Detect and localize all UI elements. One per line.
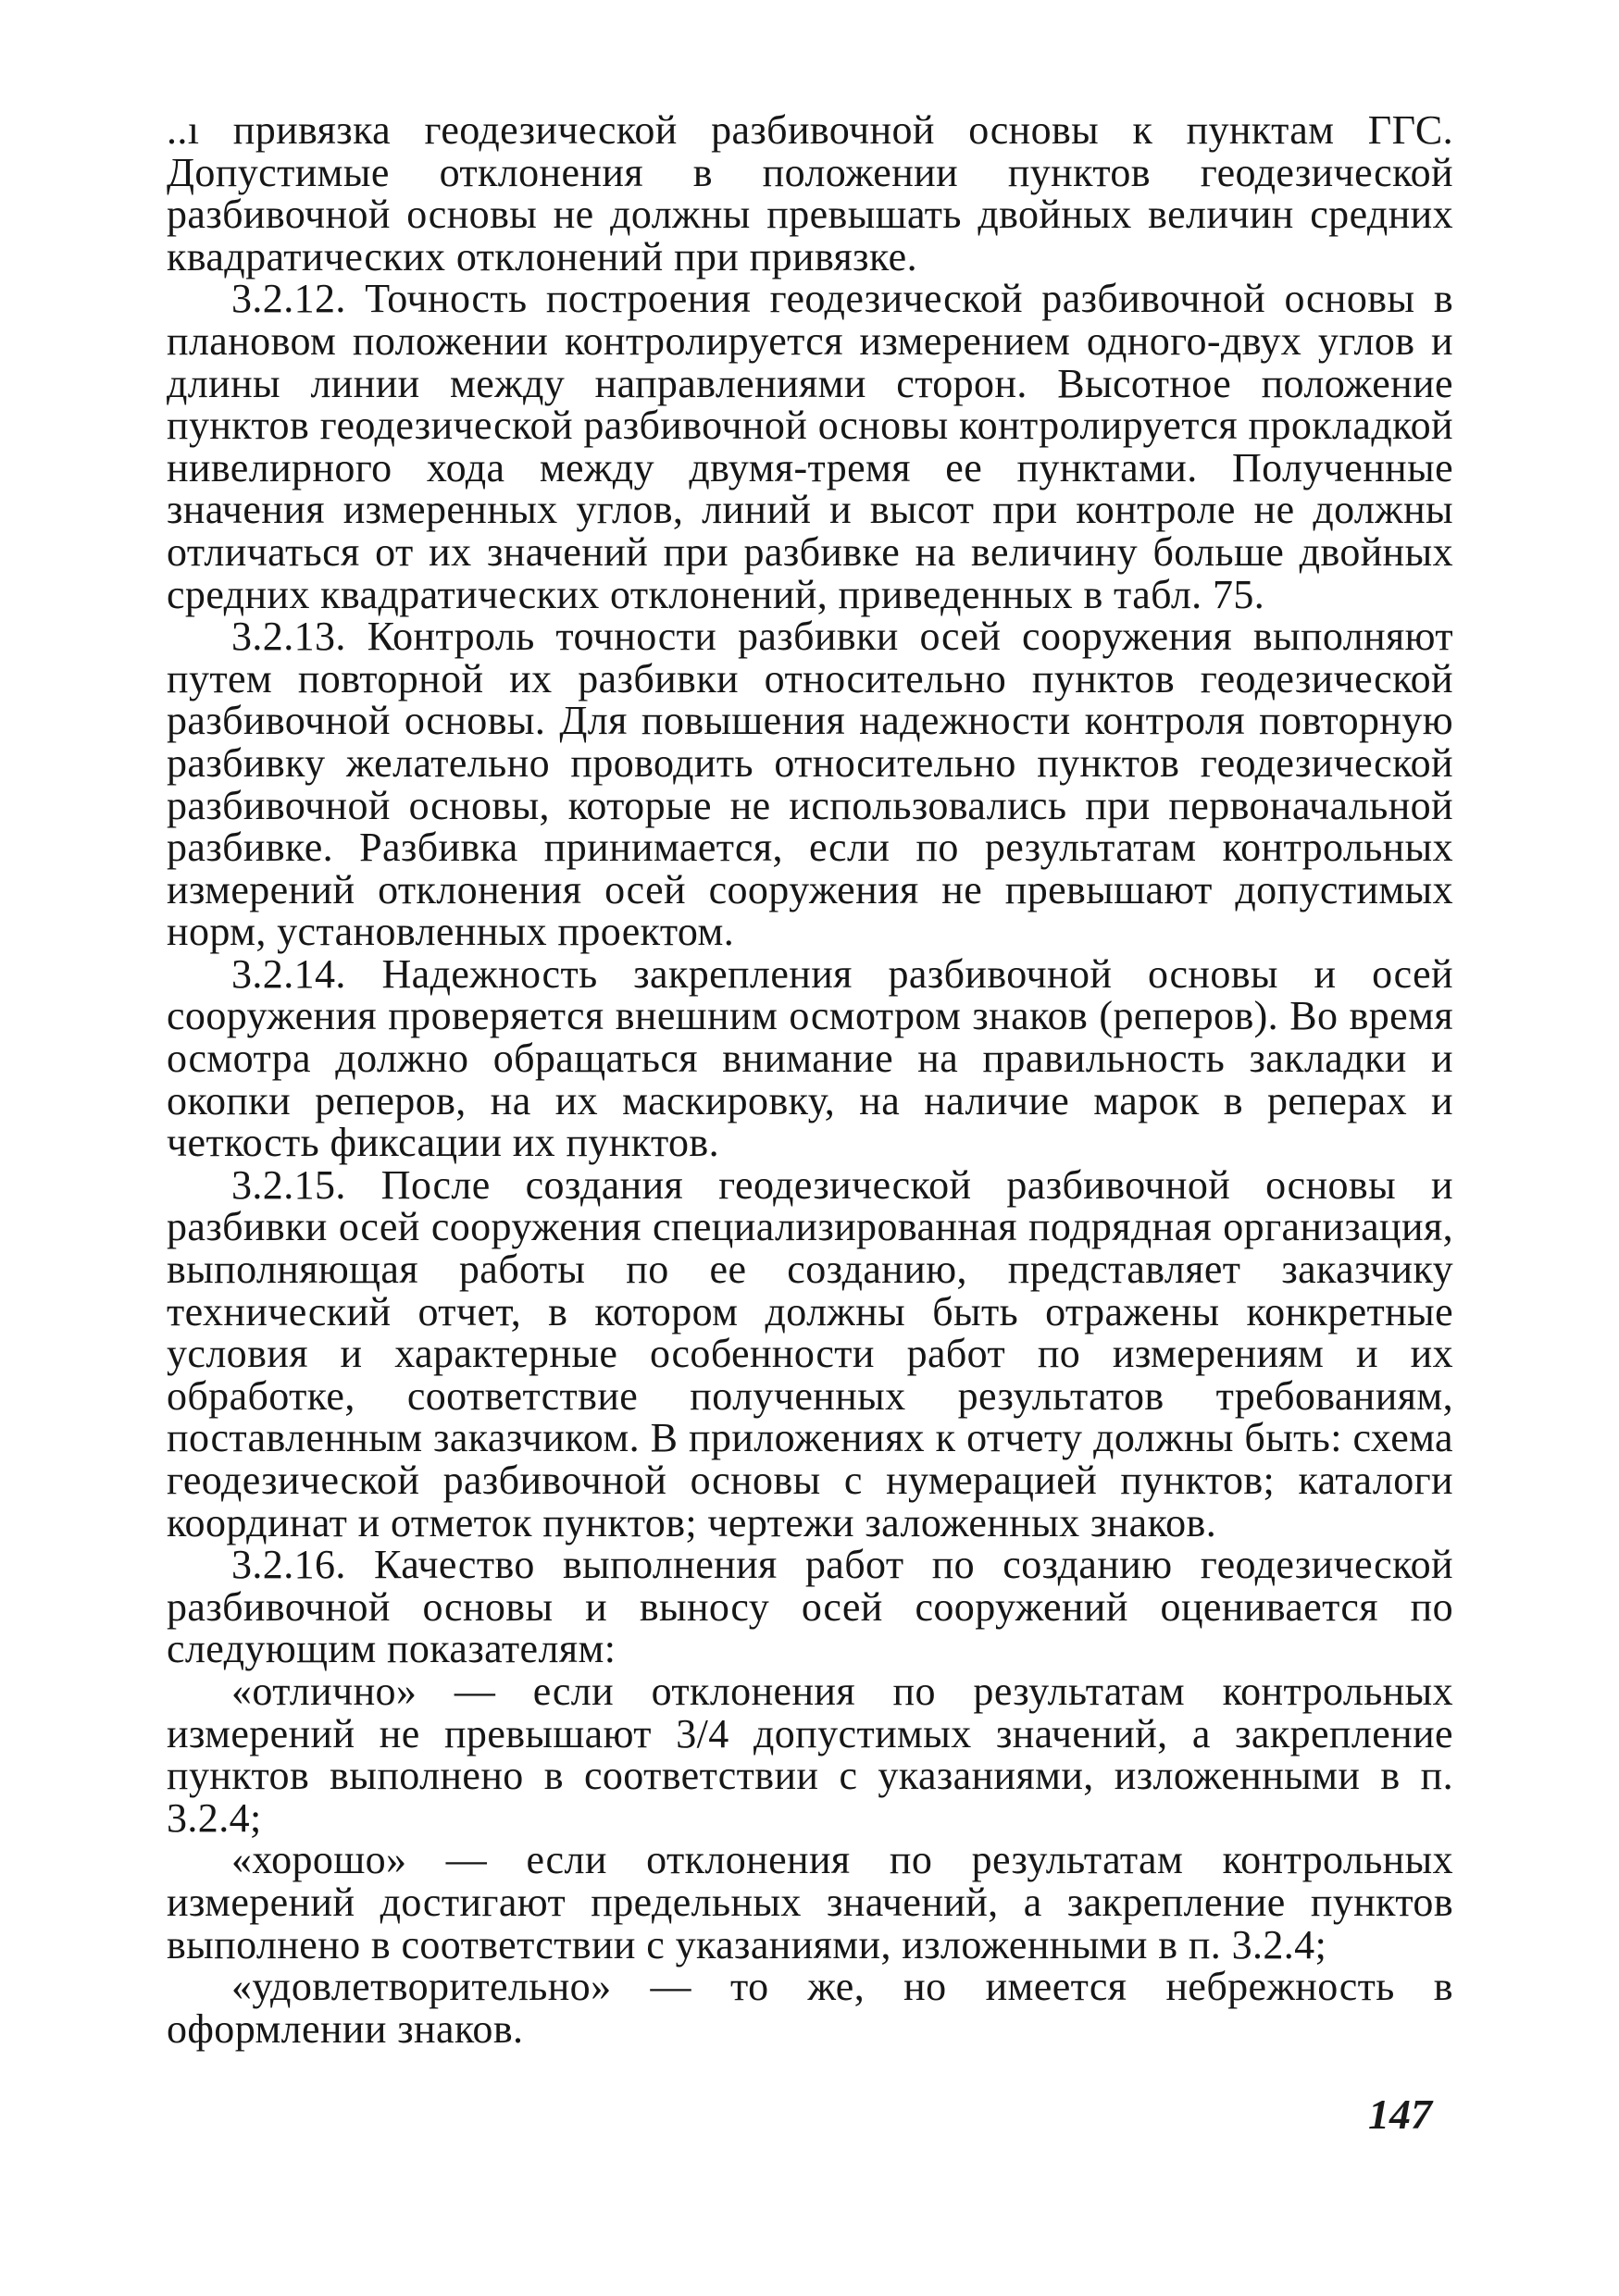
page-body	[167, 109, 1453, 2238]
paragraph-text: ..ı привязка геодезической разбивочной основы к пунктам ГГС. Допустимые отклонения в положении пунктов геодезической разбивочной основы не должны превышать двойных величин средних квадратических отклонений при привязке.	[167, 107, 1453, 279]
clause-number: 3.2.12.	[231, 276, 346, 322]
paragraph-text: Контроль точности разбивки осей сооружения выполняют путем повторной их разбивки относительно пунктов геодезической разбивочной основы. Для повышения надежности контроля повторную разбивку желательно проводить относительно пунктов геодезической разбивочной основы, которые не использовались при первоначальной разбивке. Разбивка принимается, если по результатам контрольных измерений отклонения осей сооружения не превышают допустимых норм, установленных проектом.	[167, 614, 1453, 955]
paragraph-3-2-16	[167, 1544, 1453, 1670]
paragraph-text: После создания геодезической разбивочной основы и разбивки осей сооружения специализированная подрядная организация, выполняющая работы по ее созданию, представляет заказчику технический отчет, в котором должны быть отражены конкретные условия и характерные особенности работ по измерениям и их обработке, соответствие полученных результатов требованиям, поставленным заказчиком. В приложениях к отчету должны быть: схема геодезической разбивочной основы с нумерацией пунктов; каталоги координат и отметок пунктов; чертежи заложенных знаков.	[167, 1161, 1453, 1545]
paragraph-3-2-14	[167, 950, 1453, 1166]
clause-number: 3.2.14.	[231, 950, 346, 997]
paragraph-text: «отлично» — если отклонения по результатам контрольных измерений не превышают 3/4 допустимых значений, а закрепление пунктов выполнено в соответствии с указаниями, изложенными в п. 3.2.4;	[167, 1668, 1453, 1841]
paragraph-3-2-12	[167, 278, 1453, 615]
page-number: 147	[1368, 2091, 1432, 2138]
clause-number: 3.2.15.	[231, 1161, 346, 1208]
clause-number: 3.2.13.	[231, 614, 346, 660]
paragraph-text: «хорошо» — если отклонения по результатам контрольных измерений достигают предельных значений, а закрепление пунктов выполнено в соответствии с указаниями, изложенными в п. 3.2.4;	[167, 1837, 1453, 1967]
paragraph-continuation	[167, 109, 1453, 278]
rating-satisfactory	[167, 1966, 1453, 2050]
paragraph-text: Надежность закрепления разбивочной основы и осей сооружения проверяется внешним осмотром знаков (реперов). Во время осмотра должно обращаться внимание на правильность закладки и окопки реперов, на их маскировку, на наличие марок в реперах и четкость фиксации их пунктов.	[167, 950, 1453, 1166]
paragraph-text: Качество выполнения работ по созданию геодезической разбивочной основы и выносу осей сооружений оценивается по следующим показателям:	[167, 1542, 1453, 1672]
clause-number: 3.2.16.	[231, 1542, 346, 1588]
paragraph-text: «удовлетворительно» — то же, но имеется небрежность в оформлении знаков.	[167, 1964, 1453, 2052]
rating-excellent	[167, 1670, 1453, 1839]
paragraph-3-2-15	[167, 1161, 1453, 1545]
rating-good	[167, 1839, 1453, 1966]
paragraph-3-2-13	[167, 615, 1453, 953]
paragraph-text: Точность построения геодезической разбивочной основы в плановом положении контролируется измерением одного-двух углов и длины линии между направлениями сторон. Высотное положение пунктов геодезической разбивочной основы контролируется прокладкой нивелирного хода между двумя-тремя ее пунктами. Полученные значения измеренных углов, линий и высот при контроле не должны отличаться от их значений при разбивке на величину больше двойных средних квадратических отклонений, приведенных в табл. 75.	[167, 276, 1454, 617]
